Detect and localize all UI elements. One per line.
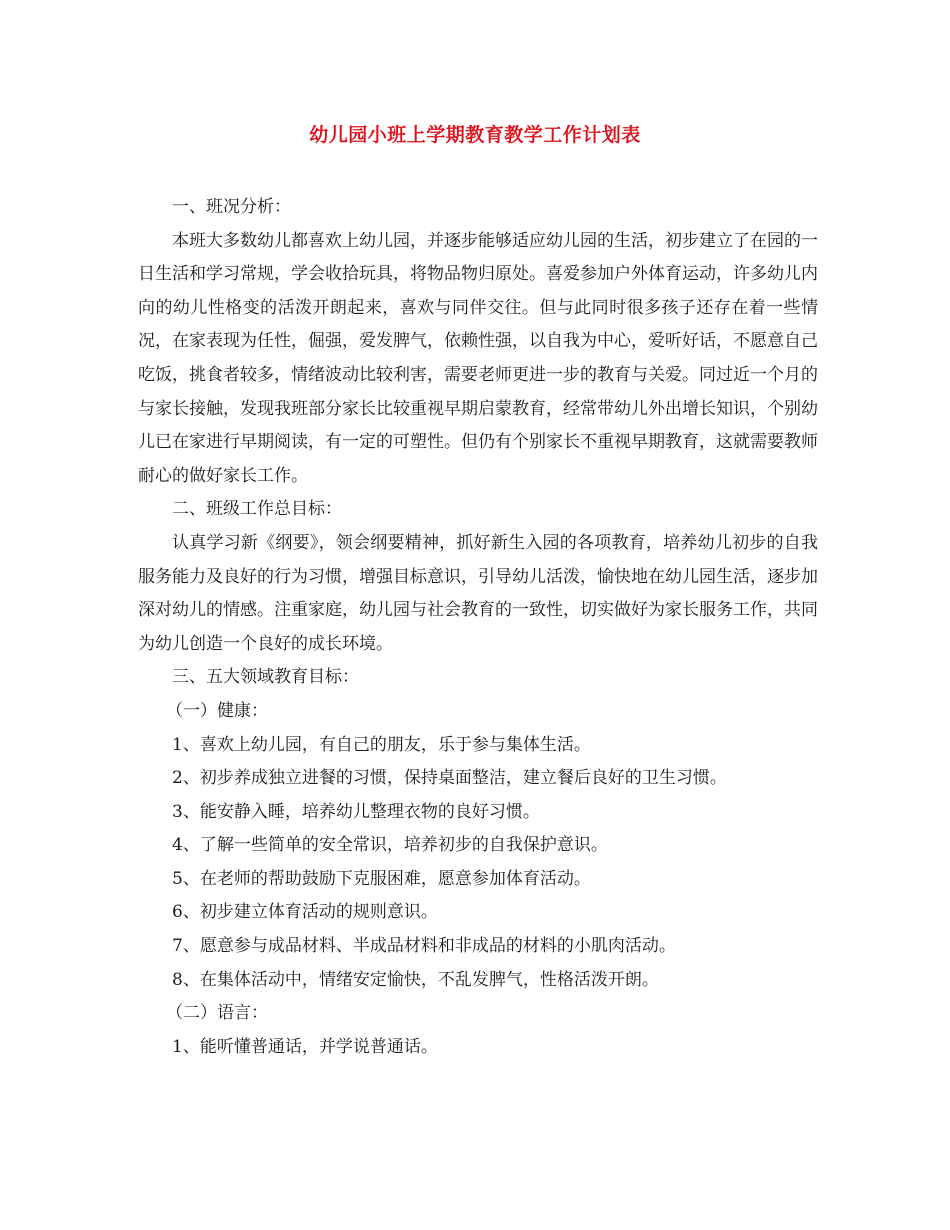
list-item: 6、初步建立体育活动的规则意识。 (172, 902, 438, 923)
section-heading-class-analysis: 一、班况分析： (172, 197, 291, 217)
list-item: 1、喜欢上幼儿园，有自己的朋友，乐于参与集体生活。 (172, 734, 591, 755)
document-body (138, 191, 818, 1064)
subsection-heading-health: （一）健康： (166, 700, 268, 721)
section-heading-overall-goals: 二、班级工作总目标： (172, 499, 342, 520)
document-title: 幼儿园小班上学期教育教学工作计划表 (309, 124, 641, 146)
list-item: 2、初步养成独立进餐的习惯，保持桌面整洁，建立餐后良好的卫生习惯。 (172, 768, 727, 789)
list-item: 3、能安静入睡，培养幼儿整理衣物的良好习惯。 (172, 801, 540, 822)
list-item: 5、在老师的帮助鼓励下克服困难，愿意参加体育活动。 (172, 868, 591, 889)
subsection-heading-language: （二）语言： (166, 1003, 268, 1024)
section-heading-five-domains: 三、五大领域教育目标： (172, 667, 359, 688)
list-item: 4、了解一些简单的安全常识，培养初步的自我保护意识。 (172, 835, 608, 856)
paragraph-overall-goals: 认真学习新《纲要》，领会纲要精神，抓好新生入园的各项教育，培养幼儿初步的自我服务能力及良好的行为习惯，增强目标意识，引导幼儿活泼，愉快地在幼儿园生活，逐步加深对幼儿的情感。注重家庭，幼儿园与社会教育的一致性，切实做好为家长服务工作，共同为幼儿创造一个良好的成长环境。 (138, 532, 818, 654)
paragraph-class-analysis: 本班大多数幼儿都喜欢上幼儿园，并逐步能够适应幼儿园的生活，初步建立了在园的一日生活和学习常规，学会收拾玩具，将物品物归原处。喜爱参加户外体育运动，许多幼儿内向的幼儿性格变的活泼开朗起来，喜欢与同伴交往。但与此同时很多孩子还存在着一些情况，在家表现为任性，倔强，爱发脾气，依赖性强，以自我为中心，爱听好话，不愿意自己吃饭，挑食者较多，情绪波动比较利害，需要老师更进一步的教育与关爱。同过近一个月的与家长接触，发现我班部分家长比较重视早期启蒙教育，经常带幼儿外出增长知识，个别幼儿已在家进行早期阅读，有一定的可塑性。但仍有个别家长不重视早期教育，这就需要教师耐心的做好家长工作。 (138, 230, 818, 486)
list-item: 1、能听懂普通话，并学说普通话。 (172, 1036, 438, 1057)
list-item: 8、在集体活动中，情绪安定愉快，不乱发脾气，性格活泼开朗。 (172, 969, 659, 990)
list-item: 7、愿意参与成品材料、半成品材料和非成品的材料的小肌肉活动。 (172, 936, 676, 957)
